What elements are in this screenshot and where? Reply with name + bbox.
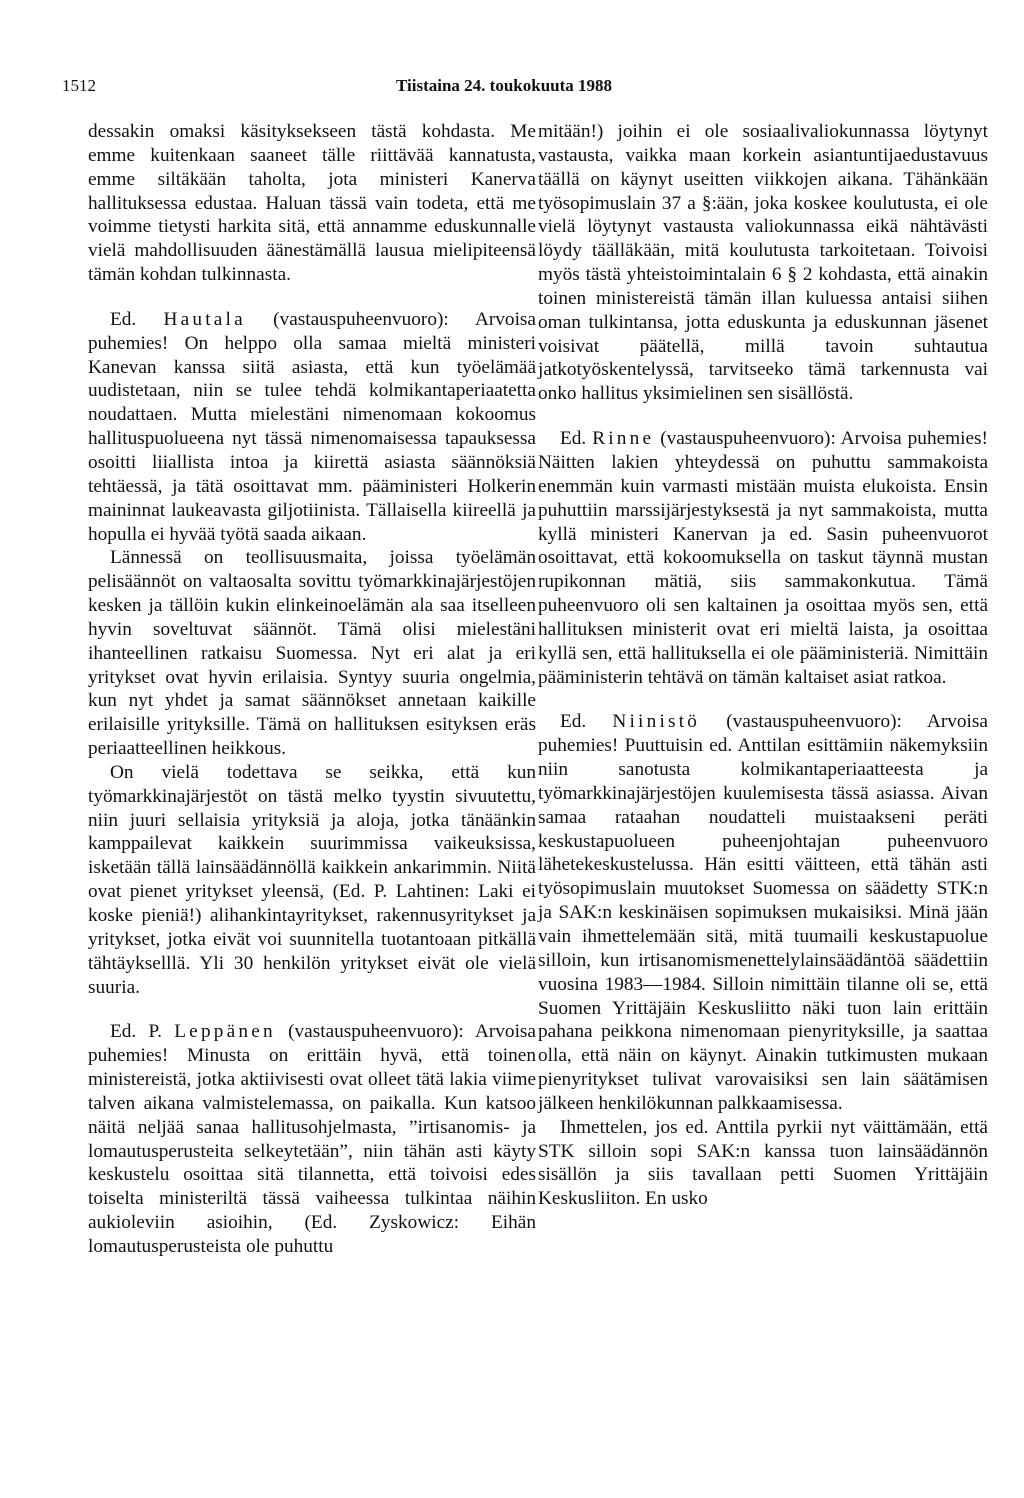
speaker-prefix: Ed. [560,711,587,733]
running-title: Tiistaina 24. toukokuuta 1988 [396,76,613,95]
speech-hautala [88,308,536,546]
left-column [88,120,536,1259]
speaker-name: Leppänen [174,1021,276,1043]
speaker-prefix: Ed. P. [110,1021,162,1043]
paragraph: Lännessä on teollisuusmaita, joissa työelämän pelisäännöt on valtaosalta sovittu työmarkkinajärjestöjen kesken ja tällöin kukin elinkeinoelämän ala saa itselleen hyvin soveltuvat säännöt. Tämä olisi mielestäni ihanteellinen ratkaisu Suomessa. Nyt eri alat ja eri yritykset ovat hyvin erilaisia. Syntyy suuria ongelmia, kun nyt yhdet ja samat säännökset annetaan kaikille erilaisille yrityksille. Tämä on hallituksen esityksen eräs periaatteellinen heikkous. [88,547,536,760]
speech-text: (vastauspuheenvuoro): Arvoisa puhemies! Minusta on erittäin hyvä, että toinen ministereistä, jotka aktiivisesti ovat olleet tätä lakia viime talven aikana valmistelemassa, on paikalla. Kun katsoo näitä neljää sanaa hallitusohjelmasta, ”irtisanomis- ja lomautusperusteita selkeytetään”, niin tähän asti käyty keskustelu osoittaa sitä tilannetta, että toivoisi edes toiselta ministeriltä tässä vaiheessa tulkintaa näihin aukioleviin asioihin, (Ed. Zyskowicz: Eihän lomautusperusteista ole puhuttu [88,1021,536,1257]
page-header [62,76,982,100]
speaker-name: Hautala [163,308,246,330]
speaker-name: Rinne [592,428,655,450]
speaker-name: Niinistö [612,711,701,733]
speech-leppanen [88,1020,536,1258]
paragraph: mitään!) joihin ei ole sosiaalivaliokunnassa löytynyt vastausta, vaikka maan korkein asiantuntijaedustavuus täällä on käynyt useitten viikkojen aikana. Tähänkään työsopimuslain 37 a §:ään, joka koskee koulutusta, ei ole vielä löytynyt vastausta valiokunnassa eikä nähtävästi löydy täälläkään, mitä koulutusta tarkoitetaan. Toivoisi myös tästä yhteistoimintalain 6 § 2 kohdasta, että ainakin toinen ministereistä tämän illan kuluessa antaisi siihen oman tulkintansa, jotta eduskunta ja eduskunnan jäsenet voisivat päätellä, millä tavoin suhtautua jatkotyöskentelyssä, tarvitseeko tämä tarkennusta vai onko hallitus yksimielinen sen sisällöstä. [538,121,988,405]
speech-text: (vastauspuheenvuoro): Arvoisa puhemies! Puuttuisin ed. Anttilan esittämiin näkemyksiin niin sanotusta kolmikantaperiaatteesta ja työmarkkinajärjestöjen kuulemisesta tässä asiassa. Aivan samaa rataahan noudatteli muistaakseni peräti keskustapuolueen puheenjohtajan puheenvuoro lähetekeskustelussa. Hän esitti väitteen, että tähän asti työsopimuslain muutokset Suomessa on säädetty STK:n ja SAK:n keskinäisen sopimuksen mukaisiksi. Minä jään vain ihmettelemään sitä, mitä tuumaili keskustapuolue silloin, kun irtisanomismenettelylainsäädäntöä säädettiin vuosina 1983—1984. Silloin nimittäin tilanne oli se, että Suomen Yrittäjäin Keskusliitto näki tuon lain erittäin pahana peikkona nimenomaan pienyrityksille, ja saattaa olla, että näin on käynyt. Ainakin tutkimusten mukaan pienyritykset tulivat varovaisiksi sen lain säätämisen jälkeen henkilökunnan palkkaamisessa. [538,711,988,1114]
paragraph: Ihmettelen, jos ed. Anttila pyrkii nyt väittämään, että STK silloin sopi SAK:n kanssa tuon lainsäädännön sisällön ja siis tavallaan petti Suomen Yrittäjäin Keskusliiton. En usko [538,1116,988,1210]
speech-text: (vastauspuheenvuoro): Arvoisa puhemies! On helppo olla samaa mieltä ministeri Kanevan kanssa siitä asiasta, että kun työelämää uudistetaan, niin se tulee tehdä kolmikantaperiaatetta noudattaen. Mutta mielestäni nimenomaan kokoomus hallituspuolueena nyt tässä nimenomaisessa tapauksessa osoitti liiallista intoa ja kiirettä asiasta säännöksiä tehtäessä, ja tätä osoittavat mm. pääministeri Holkerin maininnat laukeavasta giljotiinista. Tällaisella kiireellä ja hopulla ei hyvää työtä saada aikaan. [88,308,536,545]
page-number: 1512 [62,76,96,95]
speaker-prefix: Ed. [110,308,137,330]
speech-niinisto [538,710,988,1115]
speech-text: (vastauspuheenvuoro): Arvoisa puhemies! Näitten lakien yhteydessä on puhuttu sammakoista enemmän kuin varmasti mistään muista elukoista. Ensin puhuttiin marssijärjestyksestä ja nyt sammakoista, mutta kyllä ministeri Kanervan ja ed. Sasin puheenvuorot osoittavat, että kokoomuksella on taskut täynnä mustan rupikonnan mätiä, siis sammakonkutua. Tämä puheenvuoro oli sen kaltainen ja osoittaa myös sen, että hallituksen ministerit ovat eri mieltä laista, ja osoittaa kyllä sen, että hallituksella ei ole pääministeriä. Nimittäin pääministerin tehtävä on tämän kaltaiset asiat ratkoa. [538,428,988,688]
speaker-prefix: Ed. [560,428,587,450]
paragraph: On vielä todettava se seikka, että kun työmarkkinajärjestöt on tästä melko tyystin sivuutettu, niin juuri sellaisia yrityksiä ja aloja, jotka tänäänkin kamppailevat kaikkein suurimmissa vaikeuksissa, isketään tällä lainsäädännöllä kaikkein ankarimmin. Niitä ovat pienet yritykset yleensä, (Ed. P. Lahtinen: Laki ei koske pieniä!) alihankintayritykset, rakennusyritykset ja yritykset, jotka eivät voi suunnitella tuotantoaan pitkällä tähtäykselllä. Yli 30 henkilön yritykset eivät ole vielä suuria. [88,761,536,998]
speech-rinne [538,427,988,689]
right-column [538,120,988,1211]
paragraph: dessakin omaksi käsityksekseen tästä kohdasta. Me emme kuitenkaan saaneet tälle riittävää kannatusta, emme siltäkään taholta, jota ministeri Kanerva hallituksessa edustaa. Haluan tässä vain todeta, että me voimme tietysti harkita sitä, että annamme eduskunnalle vielä mahdollisuuden äänestämällä lausua mielipiteensä tämän kohdan tulkinnasta. [88,121,536,286]
